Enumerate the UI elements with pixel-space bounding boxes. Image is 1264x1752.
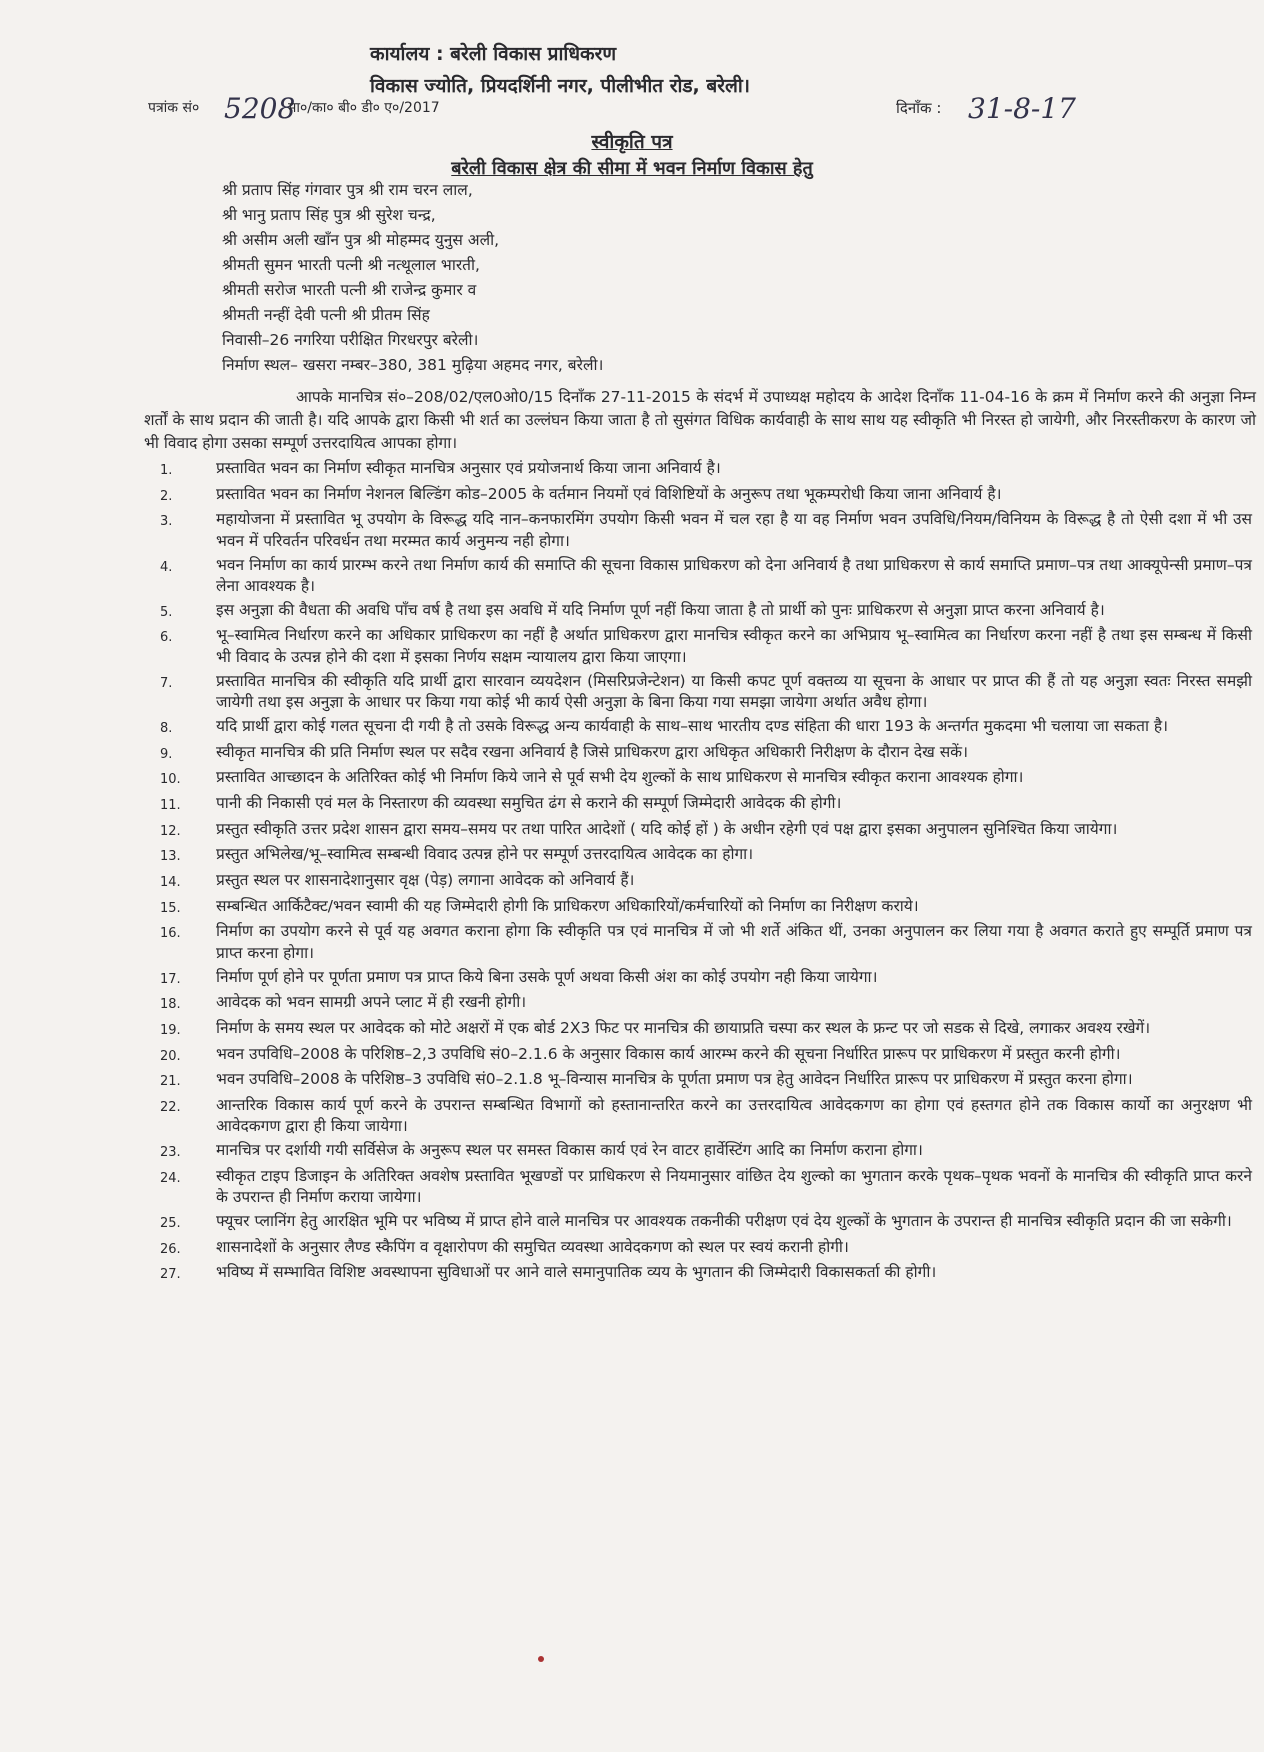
condition-number: 1. <box>160 463 173 478</box>
condition-number: 25. <box>160 1216 181 1231</box>
condition-text: भवन उपविधि–2008 के परिशिष्ठ–2,3 उपविधि सं0–2.1.6 के अनुसार विकास कार्य आरम्भ करने की सूचना निर्धारित प्रारूप पर प्राधिकरण में प्रस्तुत करनी होगी। <box>216 1044 1121 1063</box>
condition-number: 5. <box>160 604 173 620</box>
condition-text: इस अनुज्ञा की वैधता की अवधि पाँच वर्ष है तथा इस अवधि में यदि निर्माण पूर्ण नहीं किया जाता है तो प्रार्थी को पुनः प्राधिकरण से अनुज्ञा प्राप्त करना अनिवार्य है। <box>216 600 1105 619</box>
condition-text: मानचित्र पर दर्शायी गयी सर्विसेज के अनुरूप स्थल पर समस्त विकास कार्य एवं रेन वाटर हार्वेस्टिंग आदि का निर्माण कराना होगा। <box>216 1141 923 1160</box>
addressee-line: निवासी–26 नगरिया परीक्षित गिरधरपुर बरेली। <box>222 331 479 349</box>
condition-number: 8. <box>160 720 173 736</box>
condition-text: प्रस्तावित भवन का निर्माण नेशनल बिल्डिंग कोड–2005 के वर्तमान नियमों एवं विशिष्टियों के अनुरूप तथा भूकम्परोधी किया जाना अनिवार्य है। <box>216 484 1002 503</box>
condition-text: आवेदक को भवन सामग्री अपने प्लाट में ही रखनी होगी। <box>216 993 527 1012</box>
condition-number: 20. <box>160 1048 181 1064</box>
condition-text: स्वीकृत मानचित्र की प्रति निर्माण स्थल पर सदैव रखना अनिवार्य है जिसे प्राधिकरण द्वारा अधिकृत अधिकारी निरीक्षण के दौरान देख सकें। <box>216 742 968 761</box>
reference-number: 5208 <box>224 92 296 125</box>
condition-item <box>160 992 1252 1016</box>
condition-number: 9. <box>160 746 173 762</box>
date-label: दिनाँक : <box>896 99 942 117</box>
condition-item <box>160 819 1252 843</box>
condition-text: पानी की निकासी एवं मल के निस्तारण की व्यवस्था समुचित ढंग से कराने की सम्पूर्ण जिम्मेदारी आवेदक की होगी। <box>216 793 842 812</box>
office-name: कार्यालय : बरेली विकास प्राधिकरण <box>370 43 617 65</box>
condition-number: 22. <box>160 1099 181 1115</box>
condition-number: 27. <box>160 1267 181 1283</box>
condition-number: 26. <box>160 1241 181 1257</box>
condition-text: भवन उपविधि–2008 के परिशिष्ठ–3 उपविधि सं0–2.1.8 भू–विन्यास मानचित्र के पूर्णता प्रमाण पत्र हेतु आवेदन निर्धारित प्रारूप पर प्राधिकरण में प्रस्तुत करना होगा। <box>216 1070 1133 1089</box>
condition-number: 15. <box>160 900 181 916</box>
condition-item <box>160 767 1252 791</box>
condition-item <box>160 1262 1252 1286</box>
condition-number: 19. <box>160 1022 181 1038</box>
condition-item <box>160 484 1252 508</box>
condition-item <box>160 896 1252 920</box>
addressee-line: श्रीमती सरोज भारती पत्नी श्री राजेन्द्र कुमार व <box>222 281 477 299</box>
addressee-line: श्री भानु प्रताप सिंह पुत्र श्री सुरेश चन्द्र, <box>222 206 436 224</box>
addressee-line: श्रीमती नन्हीं देवी पत्नी श्री प्रीतम सिंह <box>222 306 430 324</box>
condition-item <box>160 793 1252 817</box>
addressee-line: श्री प्रताप सिंह गंगवार पुत्र श्री राम चरन लाल, <box>222 181 473 199</box>
intro-paragraph: आपके मानचित्र सं०–208/02/एल0ओ0/15 दिनाँक 27-11-2015 के संदर्भ में उपाध्यक्ष महोदय के आदेश दिनाँक 11-04-16 के क्रम में निर्माण करने की अनुज्ञा निम्न शर्तों के साथ प्रदान की जाती है। यदि आपके द्वारा किसी भी शर्त का उल्लंघन किया जाता है तो सुसंगत विधिक कार्यवाही के साथ साथ यह स्वीकृति भी निरस्त हो जायेगी, और निरस्तीकरण के कारण जो भी विवाद होगा उसका सम्पूर्ण उत्तरदायित्व आपका होगा। <box>144 388 1256 452</box>
condition-number: 6. <box>160 630 173 646</box>
condition-item <box>160 1044 1252 1068</box>
condition-item <box>160 967 1252 991</box>
condition-item <box>160 555 1252 598</box>
office-address: विकास ज्योति, प्रियदर्शिनी नगर, पीलीभीत रोड, बरेली। <box>370 75 751 97</box>
condition-item <box>160 671 1252 714</box>
condition-text: सम्बन्धित आर्किटैक्ट/भवन स्वामी की यह जिम्मेदारी होगी कि प्राधिकरण अधिकारियों/कर्मचारियों को निर्माण का निरीक्षण कराये। <box>216 896 919 915</box>
condition-text: फ्यूचर प्लानिंग हेतु आरक्षित भूमि पर भविष्य में प्राप्त होने वाले मानचित्र पर आवश्यक तकनीकी परीक्षण एवं देय शुल्कों के भुगतान के उपरान्त ही मानचित्र स्वीकृति प्रदान की जा सकेगी। <box>216 1212 1232 1230</box>
condition-number: 23. <box>160 1145 181 1161</box>
reference-row <box>148 92 1148 126</box>
condition-text: भविष्य में सम्भावित विशिष्ट अवस्थापना सुविधाओं पर आने वाले समानुपातिक व्यय के भुगतान की जिम्मेदारी विकासकर्ता की होगी। <box>216 1263 937 1282</box>
condition-text: निर्माण पूर्ण होने पर पूर्णता प्रमाण पत्र प्राप्त किये बिना उसके पूर्ण अथवा किसी अंश का कोई उपयोग नही किया जायेगा। <box>216 967 878 986</box>
condition-item <box>160 600 1252 624</box>
condition-number: 7. <box>160 675 173 691</box>
condition-number: 24. <box>160 1170 181 1186</box>
conditions-list <box>160 458 1252 1288</box>
condition-number: 18. <box>160 997 181 1013</box>
condition-number: 14. <box>160 874 181 890</box>
condition-number: 17. <box>160 971 181 987</box>
condition-item <box>160 1069 1252 1093</box>
addressee-line: निर्माण स्थल– खसरा नम्बर–380, 381 मुढ़िया अहमद नगर, बरेली। <box>222 356 604 374</box>
condition-number: 10. <box>160 772 181 788</box>
condition-text: आन्तरिक विकास कार्य पूर्ण करने के उपरान्त सम्बन्धित विभागों को हस्तानान्तरित करने का उत्तरदायित्व आवेदकगण का होगा एवं हस्तगत होने तक विकास कार्यो का अनुरक्षण भी आवेदकगण द्वारा ही किया जायेगा। <box>216 1095 1252 1136</box>
letterhead <box>0 40 1264 98</box>
condition-number: 4. <box>160 559 173 575</box>
condition-number: 2. <box>160 488 173 504</box>
condition-item <box>160 742 1252 766</box>
letter-title-text: स्वीकृति पत्र <box>591 131 673 153</box>
letter-subtitle <box>0 156 1264 180</box>
condition-text: प्रस्तावित आच्छादन के अतिरिक्त कोई भी निर्माण किये जाने से पूर्व सभी देय शुल्कों के साथ प्राधिकरण से मानचित्र स्वीकृत कराना आवश्यक होगा। <box>216 768 1024 787</box>
condition-text: भू–स्वामित्व निर्धारण करने का अधिकार प्राधिकरण का नहीं है अर्थात प्राधिकरण द्वारा मानचित्र स्वीकृत करने का अभिप्राय भू–स्वामित्व का निर्धारण करना नहीं है तथा इस सम्बन्ध में किसी भी विवाद के उत्पन्न होने की दशा में इसका निर्णय सक्षम न्यायालय द्वारा किया जाएगा। <box>216 626 1252 666</box>
condition-item <box>160 1211 1252 1235</box>
condition-text: प्रस्तुत स्वीकृति उत्तर प्रदेश शासन द्वारा समय–समय पर तथा पारित आदेशों ( यदि कोई हों ) के अधीन रहेगी एवं पक्ष द्वारा इसका अनुपालन सुनिश्चित किया जायेगा। <box>216 819 1118 838</box>
condition-item <box>160 1140 1252 1164</box>
addressee-line: श्रीमती सुमन भारती पत्नी श्री नत्थूलाल भारती, <box>222 256 480 274</box>
condition-text: प्रस्तावित मानचित्र की स्वीकृति यदि प्रार्थी द्वारा सारवान व्ययदेशन (मिसरिप्रजेन्टेशन) या किसी कपट पूर्ण वक्तव्य या सूचना के आधार पर प्राप्त की हैं तो यह अनुज्ञा स्वतः निरस्त समझी जायेगी तथा इस अनुज्ञा के आधार पर किया गया कोई भी कार्य ऐसी अनुज्ञा के बिना किया गया समझा जायेगा अर्थात अवैध होगा। <box>216 671 1252 712</box>
condition-text: शासनादेशों के अनुसार लैण्ड स्कैपिंग व वृक्षारोपण की समुचित व्यवस्था आवेदकगण को स्थल पर स्वयं करानी होगी। <box>216 1237 849 1256</box>
condition-item <box>160 1237 1252 1261</box>
condition-number: 3. <box>160 514 173 530</box>
letter-subtitle-text: बरेली विकास क्षेत्र की सीमा में भवन निर्माण विकास हेतु <box>451 158 813 179</box>
condition-text: निर्माण के समय स्थल पर आवेदक को मोटे अक्षरों में एक बोर्ड 2X3 फिट पर मानचित्र की छायाप्रति चस्पा कर स्थल के फ्रन्ट पर जो सडक से दिखे, लगाकर अवश्य रखेगें। <box>216 1018 1151 1037</box>
condition-item <box>160 921 1252 964</box>
condition-item <box>160 870 1252 894</box>
condition-text: स्वीकृत टाइप डिजाइन के अतिरिक्त अवशेष प्रस्तावित भूखण्डों पर प्राधिकरण से नियमानुसार वांछित देय शुल्को का भुगतान करके पृथक–पृथक भवनों के मानचित्र की स्वीकृति प्राप्त करने के उपरान्त ही निर्माण कराया जायेगा। <box>216 1166 1252 1207</box>
condition-number: 11. <box>160 797 181 813</box>
condition-item <box>160 1018 1252 1042</box>
condition-item <box>160 1166 1252 1209</box>
condition-item <box>160 844 1252 868</box>
addressee-line: श्री असीम अली खाँन पुत्र श्री मोहम्मद युनुस अली, <box>222 231 500 249</box>
condition-text: यदि प्रार्थी द्वारा कोई गलत सूचना दी गयी है तो उसके विरूद्ध अन्य कार्यवाही के साथ–साथ भारतीय दण्ड संहिता की धारा 193 के अन्तर्गत मुकदमा भी चलाया जा सकता है। <box>216 716 1169 735</box>
condition-number: 16. <box>160 926 181 942</box>
scan-speck <box>538 1656 544 1662</box>
condition-text: महायोजना में प्रस्तावित भू उपयोग के विरूद्ध यदि नान–कनफारमिंग उपयोग किसी भवन में चल रहा है या वह निर्माण भवन उपविधि/नियम/विनियम के विरूद्ध है तो ऐसी दशा में भी उस भवन में परिवर्तन परिवर्धन तथा मरम्मत कार्य अनुमन्य नही होगा। <box>216 510 1252 550</box>
condition-item <box>160 509 1252 552</box>
condition-text: निर्माण का उपयोग करने से पूर्व यह अवगत कराना होगा कि स्वीकृति पत्र एवं मानचित्र में जो भी शर्ते अंकित थीं, उनका अनुपालन कर लिया गया है अवगत कराते हुए सम्पूर्ति प्रमाण पत्र प्राप्त करना होगा। <box>216 922 1252 962</box>
condition-item <box>160 458 1252 482</box>
condition-text: भवन निर्माण का कार्य प्रारम्भ करने तथा निर्माण कार्य की समाप्ति की सूचना विकास प्राधिकरण को देना अनिवार्य है तथा प्राधिकरण से कार्य समाप्ति प्रमाण–पत्र तथा आक्यूपेन्सी प्रमाण–पत्र लेना आवश्यक है। <box>216 555 1252 596</box>
condition-number: 12. <box>160 823 181 839</box>
condition-number: 13. <box>160 849 181 865</box>
letter-title <box>0 128 1264 154</box>
condition-text: प्रस्तुत स्थल पर शासनादेशानुसार वृक्ष (पेड़) लगाना आवेदक को अनिवार्य हैं। <box>216 870 635 889</box>
condition-item <box>160 1095 1252 1138</box>
condition-item <box>160 716 1252 740</box>
reference-suffix: मा०/का० बी० डी० ए०/2017 <box>288 100 440 116</box>
date-value: 31-8-17 <box>968 92 1076 125</box>
condition-item <box>160 625 1252 668</box>
addressee-block <box>222 178 1122 378</box>
condition-text: प्रस्तुत अभिलेख/भू–स्वामित्व सम्बन्धी विवाद उत्पन्न होने पर सम्पूर्ण उत्तरदायित्व आवेदक का होगा। <box>216 845 754 864</box>
reference-label: पत्रांक सं० <box>148 100 200 116</box>
condition-number: 21. <box>160 1074 181 1090</box>
condition-text: प्रस्तावित भवन का निर्माण स्वीकृत मानचित्र अनुसार एवं प्रयोजनार्थ किया जाना अनिवार्य है। <box>216 459 721 477</box>
